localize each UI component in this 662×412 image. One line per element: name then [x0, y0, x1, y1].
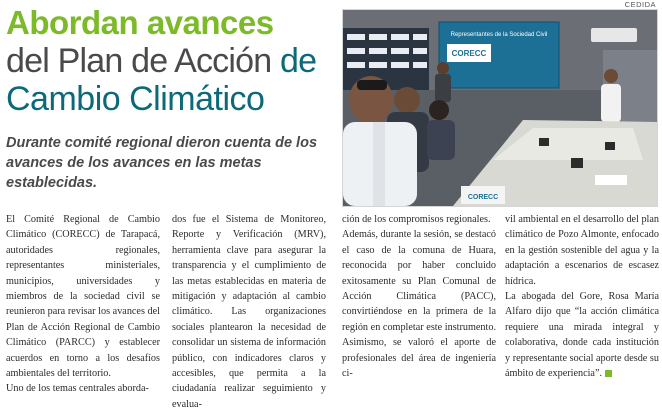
body-paragraph-text: La abogada del Gore, Rosa María Alfaro dijo que “la acción climática requiere una mirada integral y colaborativa, donde cada institución y representante social aporte desde su ámbito de experiencia”.: [505, 291, 659, 380]
body-paragraph: ción de los compromisos regionales.: [342, 214, 491, 225]
headline-line-2-text: del Plan de Acción: [6, 42, 280, 80]
body-column-3: [342, 212, 496, 381]
table-sign: CORECC: [467, 194, 499, 201]
body-paragraph: Uno de los temas centrales aborda-: [6, 383, 149, 395]
end-mark-icon: [605, 370, 612, 377]
screen-logo: CORECC: [451, 49, 487, 58]
body-paragraph: El Comité Regional de Cambio Climático (CORECC) de Tarapacá, autoridades regionales, representantes ministeriales, municipios, universidades y miembros de la sociedad civil se reunieron para revisar los avances del Plan de Acción Regional de Cambio Climático (PARCC) y establecer acuerdos en torno a los desafíos ambientales del territorio.: [6, 214, 160, 380]
body-paragraph: Además, durante la sesión, se destacó el caso de la comuna de Huara, reconocida por haber concluido exitosamente su Plan Comunal de Acción Climática (PACC), convirtiéndose en la primera de la región en completar este instrumento. Asimismo, se valoró el aporte de profesionales del área de ingeniería ci-: [342, 229, 496, 380]
body-column-4: [505, 212, 659, 381]
headline: [6, 4, 336, 118]
headline-line-2: [6, 42, 336, 80]
body-paragraph-last: [505, 289, 659, 381]
body-column-1: [6, 212, 160, 397]
body-column-2: [172, 212, 326, 412]
headline-line-1: Abordan avances: [6, 4, 274, 41]
body-paragraph: dos fue el Sistema de Monitoreo, Reporte y Verificación (MRV), herramienta clave para asegurar la transparencia y el cumplimiento de las metas establecidas en materia de mitigación y adaptación al cambio climático. Las organizaciones sociales plantearon la necesidad de consolidar un sistema de información público, con indicadores claros y accesibles, que permita a la ciudadanía realizar seguimiento y evalua-: [172, 214, 326, 410]
headline-line-2-accent: de: [280, 42, 317, 80]
screen-title: Representantes de la Sociedad Civil: [450, 32, 548, 38]
photo-credit: CEDIDA: [624, 0, 656, 9]
body-paragraph: vil ambiental en el desarrollo del plan climático de Pozo Almonte, enfocado en la gestión sostenible del agua y la adaptación a escenarios de escasez hídrica.: [505, 214, 659, 287]
subheadline: Durante comité regional dieron cuenta de los avances de los avances en las metas establecidas.: [6, 135, 318, 191]
headline-line-3: Cambio Climático: [6, 80, 265, 118]
article-photo: [342, 9, 658, 207]
